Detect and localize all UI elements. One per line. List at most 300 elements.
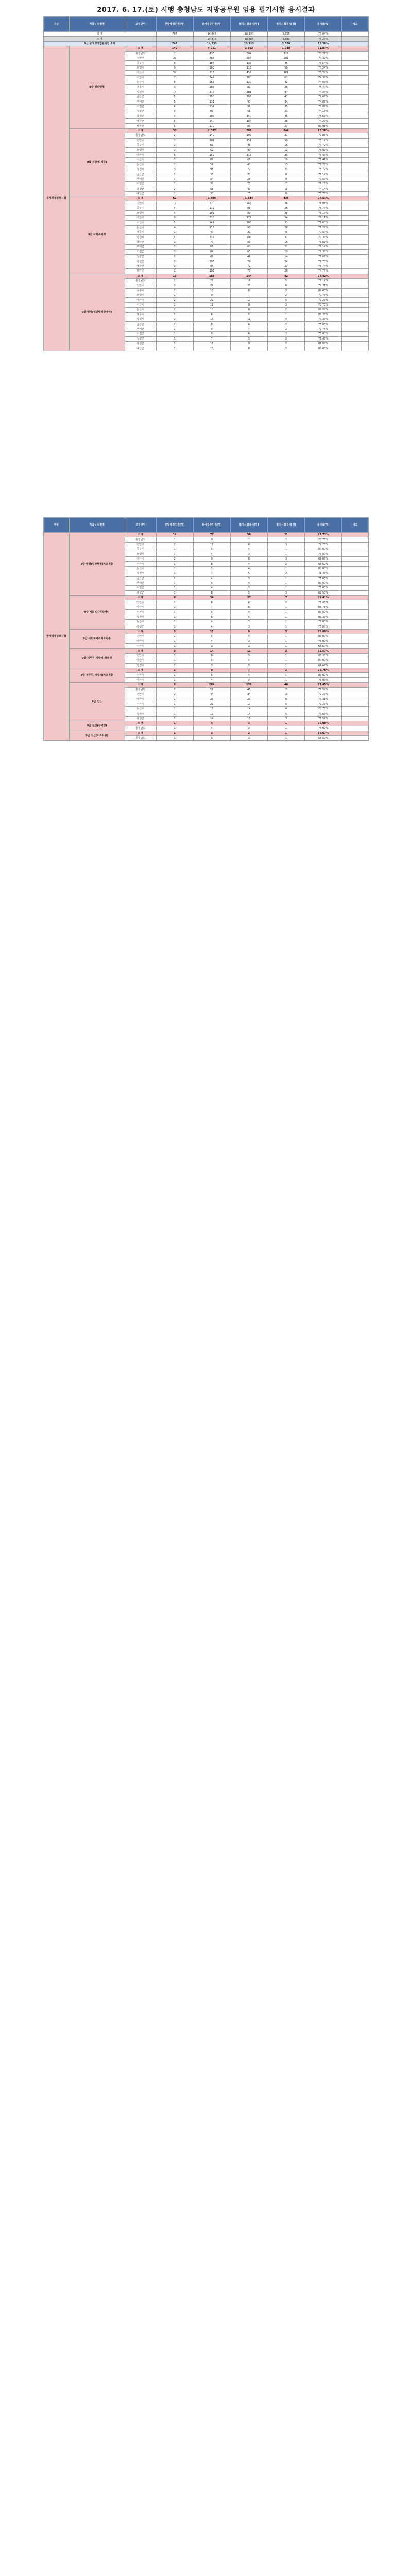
value-cell: 23 [230, 697, 267, 702]
value-cell: 1 [156, 721, 193, 726]
value-cell: 89 [230, 124, 267, 128]
value-cell: 3 [267, 716, 304, 721]
value-cell: 3 [156, 649, 193, 653]
value-cell: 118 [193, 225, 230, 230]
value-cell: 79.41% [305, 596, 342, 600]
value-cell: 77.42% [305, 274, 342, 278]
value-cell: 2 [156, 254, 193, 259]
note-cell [342, 138, 369, 143]
value-cell: 24 [156, 71, 193, 75]
value-cell: 1 [156, 537, 193, 542]
value-cell: 1 [156, 562, 193, 566]
note-cell [342, 61, 369, 65]
value-cell: 117 [230, 152, 267, 157]
table-row [44, 41, 369, 46]
summary-value: 3,589 [267, 37, 304, 41]
area-name: 예산군 [125, 346, 156, 351]
value-cell: 10 [193, 308, 230, 312]
summary-label: 합 계 [44, 32, 157, 37]
value-cell: 1 [156, 736, 193, 740]
value-cell: 85.71% [305, 605, 342, 609]
value-cell: 8 [267, 191, 304, 196]
value-cell: 34 [267, 99, 304, 104]
value-cell: 31 [267, 133, 304, 138]
note-cell [342, 537, 369, 542]
area-name: 당진시 [125, 571, 156, 576]
value-cell: 8 [193, 590, 230, 595]
note-cell [342, 562, 369, 566]
value-cell: 2 [267, 332, 304, 336]
value-cell: 3 [156, 158, 193, 162]
value-cell: 62 [156, 196, 193, 201]
value-cell: 8 [267, 172, 304, 177]
value-cell: 74.38% [305, 75, 342, 80]
value-cell: 45 [230, 143, 267, 147]
position-name: 9급 전산(장애인) [69, 721, 125, 731]
column-header: 필기시험결시(명) [267, 518, 304, 533]
value-cell: 73.68% [305, 711, 342, 716]
value-cell: 6 [230, 322, 267, 327]
value-cell: 2 [267, 293, 304, 298]
value-cell: 1 [156, 711, 193, 716]
value-cell: 73.53% [305, 177, 342, 181]
value-cell: 1 [156, 288, 193, 293]
table-row [44, 649, 369, 653]
value-cell: 14 [230, 707, 267, 711]
area-name: 논산시 [125, 162, 156, 167]
value-cell: 22 [193, 298, 230, 302]
value-cell: 69 [230, 158, 267, 162]
value-cell: 24 [267, 259, 304, 264]
table-row [44, 128, 369, 133]
value-cell: 3 [156, 264, 193, 268]
area-name: 서산시 [125, 562, 156, 566]
area-name: 서산시 [125, 221, 156, 225]
value-cell: 2 [267, 308, 304, 312]
value-cell: 6 [156, 80, 193, 84]
value-cell: 1 [156, 177, 193, 181]
value-cell: 246 [267, 128, 304, 133]
table-row [44, 46, 369, 51]
value-cell: 104 [230, 119, 267, 124]
value-cell: 6 [156, 152, 193, 157]
area-name: 소 계 [125, 196, 156, 201]
area-name: 청양군 [125, 336, 156, 341]
value-cell: 79.31% [305, 283, 342, 288]
value-cell: 2 [267, 537, 304, 542]
area-name: 서산시 [125, 702, 156, 706]
value-cell: 76.51% [305, 196, 342, 201]
value-cell: 29 [193, 697, 230, 702]
area-name: 보령시 [125, 293, 156, 298]
note-cell [342, 109, 369, 114]
value-cell: 5 [193, 634, 230, 639]
value-cell: 118 [230, 65, 267, 70]
value-cell: 140 [156, 46, 193, 51]
area-name: 충청남도 [125, 726, 156, 731]
value-cell: 4 [193, 677, 230, 682]
value-cell: 76.92% [305, 148, 342, 152]
value-cell: 75.00% [305, 726, 342, 731]
value-cell: 5 [156, 95, 193, 99]
value-cell: 9 [267, 177, 304, 181]
column-header: 구분 [44, 17, 70, 32]
note-cell [342, 152, 369, 157]
area-name: 공주시 [125, 61, 156, 65]
value-cell: 3 [230, 721, 267, 726]
value-cell: 77.37% [305, 235, 342, 240]
value-cell: 1 [156, 566, 193, 571]
value-cell: 8 [193, 600, 230, 605]
value-cell: 110 [193, 124, 230, 128]
note-cell [342, 215, 369, 220]
note-cell [342, 302, 369, 307]
value-cell: 4 [156, 211, 193, 215]
note-cell [342, 254, 369, 259]
area-name: 당진시 [125, 167, 156, 172]
value-cell: 1 [267, 605, 304, 609]
value-cell: 3 [230, 552, 267, 556]
value-cell: 33 [267, 221, 304, 225]
area-name: 홍성군 [125, 342, 156, 346]
value-cell: 1 [156, 576, 193, 581]
note-cell [342, 736, 369, 740]
value-cell: 1 [156, 600, 193, 605]
value-cell: 3 [156, 167, 193, 172]
area-name: 청양군 [125, 254, 156, 259]
summary-value: 75.04% [305, 32, 342, 37]
value-cell: 141 [193, 221, 230, 225]
value-cell: 77.78% [305, 293, 342, 298]
value-cell: 1 [156, 620, 193, 624]
note-cell [342, 624, 369, 629]
column-header: 필기시험응시(명) [230, 17, 267, 32]
note-cell [342, 610, 369, 615]
value-cell: 4 [156, 206, 193, 211]
value-cell: 9 [267, 230, 304, 235]
value-cell: 78.13% [305, 182, 342, 187]
note-cell [342, 283, 369, 288]
value-cell: 43 [230, 162, 267, 167]
value-cell: 4 [230, 581, 267, 585]
value-cell: 75.79% [305, 167, 342, 172]
value-cell: 3 [230, 639, 267, 643]
note-cell [342, 552, 369, 556]
value-cell: 50 [267, 138, 304, 143]
value-cell: 76.27% [305, 225, 342, 230]
value-cell: 6 [267, 697, 304, 702]
area-name: 금산군 [125, 172, 156, 177]
value-cell: 1 [156, 639, 193, 643]
value-cell: 7 [267, 596, 304, 600]
value-cell: 23 [267, 264, 304, 268]
value-cell: 1 [267, 653, 304, 658]
value-cell: 72.67% [305, 95, 342, 99]
column-header: 비고 [342, 518, 369, 533]
group-label: 공개경쟁임용시험 [44, 533, 70, 741]
value-cell: 1 [267, 620, 304, 624]
note-cell [342, 259, 369, 264]
value-cell: 35 [193, 172, 230, 177]
value-cell: 23 [267, 167, 304, 172]
value-cell: 15 [193, 317, 230, 322]
note-cell [342, 581, 369, 585]
column-header: 필기시험응시(명) [230, 518, 267, 533]
value-cell: 72.73% [305, 533, 342, 537]
value-cell: 75.00% [305, 552, 342, 556]
note-cell [342, 65, 369, 70]
value-cell: 6 [193, 312, 230, 317]
note-cell [342, 547, 369, 552]
value-cell: 1 [267, 624, 304, 629]
value-cell: 27 [230, 172, 267, 177]
area-name: 천안시 [125, 692, 156, 697]
value-cell: 75.00% [305, 576, 342, 581]
value-cell: 1 [156, 552, 193, 556]
value-cell: 1 [267, 312, 304, 317]
area-name: 서천군 [125, 182, 156, 187]
value-cell: 40 [193, 230, 230, 235]
value-cell: 9 [193, 537, 230, 542]
value-cell: 76.19% [305, 278, 342, 283]
note-cell [342, 312, 369, 317]
summary-value: 10,713 [230, 41, 267, 46]
value-cell: 44 [193, 692, 230, 697]
area-name: 아산시 [125, 215, 156, 220]
value-cell: 77.14% [305, 172, 342, 177]
position-name: 9급 일반행정 [69, 46, 125, 129]
note-cell [342, 85, 369, 90]
position-name: 9급 행정(일반행정장애인) [69, 274, 125, 351]
value-cell: 77.45% [305, 683, 342, 687]
value-cell: 108 [230, 221, 267, 225]
value-cell: 5 [156, 99, 193, 104]
value-cell: 76.60% [305, 221, 342, 225]
note-cell [342, 240, 369, 244]
value-cell: 5 [230, 615, 267, 619]
value-cell: 14 [193, 649, 230, 653]
column-header: 원서접수인원(명) [193, 17, 230, 32]
value-cell: 7 [267, 182, 304, 187]
value-cell: 4 [193, 576, 230, 581]
value-cell: 12 [193, 629, 230, 634]
table-row [44, 32, 369, 37]
value-cell: 32 [193, 182, 230, 187]
summary-label: 소 계 [44, 37, 157, 41]
value-cell: 4 [267, 317, 304, 322]
value-cell: 72 [230, 167, 267, 172]
value-cell: 1 [156, 615, 193, 619]
summary-value: 748 [156, 41, 193, 46]
value-cell: 14 [193, 716, 230, 721]
value-cell: 75.00% [305, 639, 342, 643]
note-cell [342, 182, 369, 187]
value-cell: 1 [156, 571, 193, 576]
value-cell: 168 [193, 65, 230, 70]
area-name: 공주시 [125, 143, 156, 147]
area-name: 계룡시 [125, 85, 156, 90]
value-cell: 2 [156, 133, 193, 138]
value-cell: 2 [156, 143, 193, 147]
value-cell: 1 [156, 547, 193, 552]
area-name: 천안시 [125, 542, 156, 547]
value-cell: 19 [156, 274, 193, 278]
value-cell: 1 [156, 731, 193, 736]
note-cell [342, 634, 369, 639]
value-cell: 13 [267, 687, 304, 692]
value-cell: 112 [193, 206, 230, 211]
value-cell: 86 [230, 206, 267, 211]
value-cell: 3 [230, 624, 267, 629]
value-cell: 3 [267, 556, 304, 561]
value-cell: 76.88% [305, 201, 342, 206]
value-cell: 78.57% [305, 649, 342, 653]
area-name: 충청남도 [125, 133, 156, 138]
value-cell: 54 [267, 215, 304, 220]
value-cell: 15 [267, 187, 304, 191]
value-cell: 40 [230, 148, 267, 152]
value-cell: 80 [230, 211, 267, 215]
note-cell [342, 80, 369, 84]
value-cell: 83.33% [305, 615, 342, 619]
note-cell [342, 245, 369, 249]
value-cell: 4 [193, 726, 230, 731]
area-name: 공주시 [125, 206, 156, 211]
value-cell: 1 [156, 586, 193, 590]
area-name: 소 계 [125, 533, 156, 537]
page-title: 2017. 6. 17.(토) 시행 충청남도 지방공무원 임용 필기시험 응시결과 [97, 6, 315, 14]
value-cell: 6 [230, 332, 267, 336]
value-cell: 162 [193, 80, 230, 84]
area-name: 부여군 [125, 245, 156, 249]
note-cell [342, 731, 369, 736]
value-cell: 7 [156, 138, 193, 143]
results-table-2 [43, 517, 369, 741]
value-cell: 9 [156, 215, 193, 220]
table-row [44, 37, 369, 41]
area-name: 예산군 [125, 264, 156, 268]
value-cell: 4,011 [193, 46, 230, 51]
value-cell: 46 [267, 683, 304, 687]
area-name: 태안군 [125, 124, 156, 128]
note-cell [342, 327, 369, 331]
value-cell: 6 [193, 653, 230, 658]
area-name: 보령시 [125, 552, 156, 556]
area-name: 보령시 [125, 211, 156, 215]
value-cell: 12 [267, 148, 304, 152]
area-name: 서산시 [125, 302, 156, 307]
value-cell: 161 [267, 71, 304, 75]
value-cell: 1 [267, 581, 304, 585]
area-name: 보령시 [125, 148, 156, 152]
note-cell [342, 288, 369, 293]
area-name: 천안시 [125, 201, 156, 206]
value-cell: 14 [156, 90, 193, 94]
value-cell: 2 [156, 542, 193, 547]
value-cell: 62 [267, 75, 304, 80]
area-name: 홍성군 [125, 716, 156, 721]
area-name: 보령시 [125, 65, 156, 70]
value-cell: 1 [156, 605, 193, 609]
note-cell [342, 128, 369, 133]
value-cell: 2 [156, 298, 193, 302]
value-cell: 1 [156, 707, 193, 711]
value-cell: 11 [230, 317, 267, 322]
group-label: 공개경쟁임용시험 [44, 46, 70, 351]
value-cell: 77.78% [305, 327, 342, 331]
area-name: 당진시 [125, 615, 156, 619]
value-cell: 150 [193, 95, 230, 99]
value-cell: 186 [193, 274, 230, 278]
summary-value: 10,990 [230, 32, 267, 37]
value-cell: 105 [193, 211, 230, 215]
value-cell: 1 [156, 634, 193, 639]
value-cell: 134 [193, 104, 230, 109]
area-name: 청양군 [125, 109, 156, 114]
value-cell: 80.00% [305, 658, 342, 663]
value-cell: 9 [193, 668, 230, 672]
note-cell [342, 95, 369, 99]
value-cell: 2 [267, 600, 304, 605]
value-cell: 2 [156, 269, 193, 274]
value-cell: 11 [193, 342, 230, 346]
value-cell: 4 [230, 562, 267, 566]
area-name: 소 계 [125, 596, 156, 600]
value-cell: 80.91% [305, 124, 342, 128]
value-cell: 304 [230, 51, 267, 56]
value-cell: 77.86% [305, 133, 342, 138]
area-name: 계룡시 [125, 230, 156, 235]
value-cell: 29 [193, 283, 230, 288]
value-cell: 19 [267, 158, 304, 162]
note-cell [342, 230, 369, 235]
value-cell: 3 [156, 249, 193, 254]
value-cell: 140 [193, 133, 230, 138]
value-cell: 80.00% [305, 610, 342, 615]
area-name: 서산시 [125, 610, 156, 615]
value-cell: 11 [230, 649, 267, 653]
summary-value: 10,884 [230, 37, 267, 41]
value-cell: 5 [267, 278, 304, 283]
value-cell: 88 [193, 158, 230, 162]
note-cell [342, 697, 369, 702]
value-cell: 5 [230, 336, 267, 341]
value-cell: 1 [156, 624, 193, 629]
value-cell: 3 [156, 109, 193, 114]
area-name: 천안시 [125, 634, 156, 639]
value-cell: 7 [156, 75, 193, 80]
area-name: 공주시 [125, 288, 156, 293]
value-cell: 21 [193, 278, 230, 283]
area-name: 천안시 [125, 673, 156, 677]
note-cell [342, 221, 369, 225]
value-cell: 6 [230, 556, 267, 561]
value-cell: 81.82% [305, 342, 342, 346]
value-cell: 7 [230, 327, 267, 331]
value-cell: 1 [267, 673, 304, 677]
value-cell: 139 [230, 61, 267, 65]
value-cell: 6 [193, 562, 230, 566]
note-cell [342, 143, 369, 147]
note-cell [342, 556, 369, 561]
value-cell: 80.00% [305, 634, 342, 639]
value-cell: 70.24% [305, 65, 342, 70]
value-cell: 1,384 [230, 196, 267, 201]
value-cell: 1 [267, 731, 304, 736]
value-cell: 77.78% [305, 537, 342, 542]
value-cell: 5 [156, 235, 193, 240]
value-cell: 5 [156, 221, 193, 225]
